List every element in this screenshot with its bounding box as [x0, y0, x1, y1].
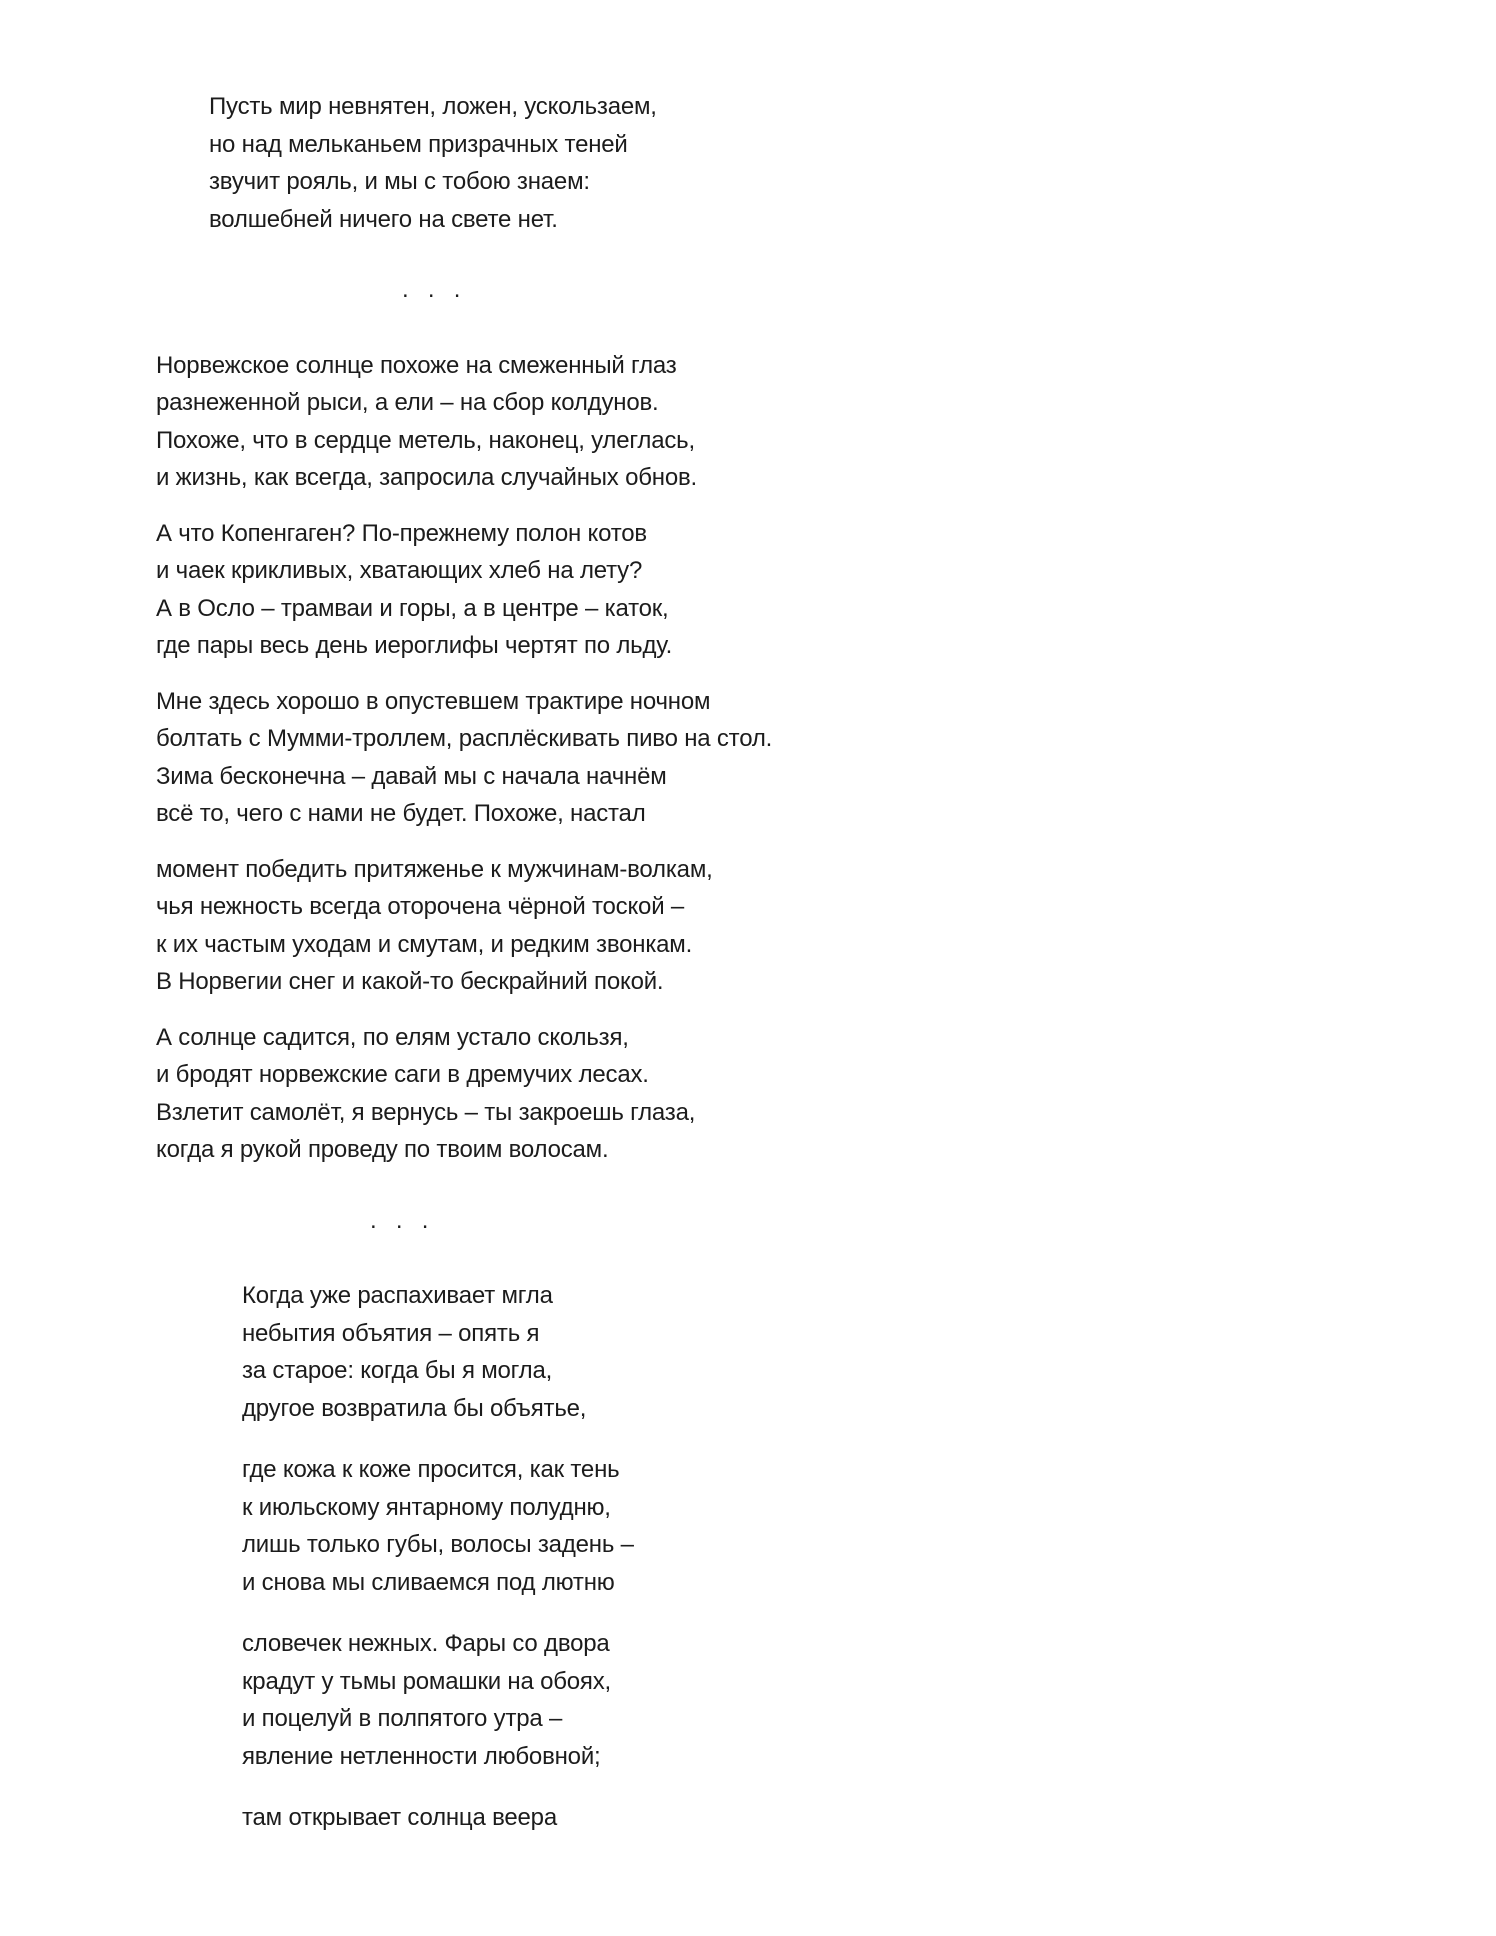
poem-line: и снова мы сливаемся под лютню [242, 1568, 615, 1596]
poem-line: А что Копенгаген? По-прежнему полон котов [156, 519, 647, 547]
stanza-separator-dots: . . . [402, 276, 461, 303]
poem-line: другое возвратила бы объятье, [242, 1394, 587, 1422]
poem-line: чья нежность всегда оторочена чёрной тоской – [156, 893, 685, 920]
poem-line: звучит рояль, и мы с тобою знаем: [209, 168, 590, 195]
poem-line: момент победить притяженье к мужчинам-волкам, [156, 855, 713, 883]
poem-line: где пары весь день иероглифы чертят по льду. [156, 632, 673, 659]
embrace-stanza-1 [242, 1277, 1436, 1427]
poem-line: Мне здесь хорошо в опустевшем трактире ночном [156, 687, 711, 715]
poem-line: словечек нежных. Фары со двора [242, 1630, 610, 1657]
stanza-separator-dots: . . . [370, 1206, 429, 1234]
poem-line: Когда уже распахивает мгла [242, 1282, 553, 1309]
poem-line: и чаек крикливых, хватающих хлеб на лету? [156, 557, 643, 584]
poem-line: и поцелуй в полпятого утра – [242, 1705, 563, 1732]
poem-line: за старое: когда бы я могла, [242, 1357, 553, 1384]
norway-stanza-1 [156, 347, 1436, 497]
poem-line: Взлетит самолёт, я вернусь – ты закроешь глаза, [156, 1098, 696, 1126]
norway-stanza-2 [156, 515, 1436, 665]
poem-line: небытия объятия – опять я [242, 1319, 540, 1347]
poem-line: Зима бесконечна – давай мы с начала начнём [156, 762, 667, 790]
poem-line: где кожа к коже просится, как тень [242, 1456, 620, 1483]
poem-line: и жизнь, как всегда, запросила случайных обнов. [156, 464, 697, 491]
poem-line: Норвежское солнце похоже на смеженный глаз [156, 351, 677, 379]
poem-line: В Норвегии снег и какой-то бескрайний покой. [156, 968, 664, 995]
poem-line: А в Осло – трамваи и горы, а в центре – каток, [156, 594, 669, 622]
poem-line: когда я рукой проведу по твоим волосам. [156, 1136, 609, 1163]
poem-line: явление нетленности любовной; [242, 1742, 601, 1770]
poem-line: волшебней ничего на свете нет. [209, 205, 558, 233]
poem-line: но над мельканьем призрачных теней [209, 130, 628, 158]
poem-line: разнеженной рыси, а ели – на сбор колдунов. [156, 389, 659, 416]
poem-line: Пусть мир невнятен, ложен, ускользаем, [209, 93, 657, 120]
poem-line: Похоже, что в сердце метель, наконец, улеглась, [156, 426, 695, 454]
poem-line: там открывает солнца веера [242, 1804, 557, 1831]
embrace-stanza-4 [242, 1799, 1436, 1837]
poem-line: и бродят норвежские саги в дремучих лесах. [156, 1061, 649, 1088]
poem-line: всё то, чего с нами не будет. Похоже, настал [156, 800, 646, 827]
poem-line: крадут у тьмы ромашки на обоях, [242, 1667, 611, 1695]
poem-line: к их частым уходам и смутам, и редким звонкам. [156, 930, 693, 958]
embrace-stanza-3 [242, 1625, 1436, 1775]
poem-line: к июльскому янтарному полудню, [242, 1493, 611, 1521]
epigraph-stanza [209, 88, 1436, 238]
norway-stanza-5 [156, 1019, 1436, 1169]
poem-line: А солнце садится, по елям устало скользя, [156, 1023, 629, 1051]
norway-stanza-4 [156, 851, 1436, 1001]
poem-line: болтать с Мумми-троллем, расплёскивать пиво на стол. [156, 725, 773, 752]
embrace-stanza-2 [242, 1451, 1436, 1601]
poem-line: лишь только губы, волосы задень – [242, 1531, 634, 1558]
norway-stanza-3 [156, 683, 1436, 833]
